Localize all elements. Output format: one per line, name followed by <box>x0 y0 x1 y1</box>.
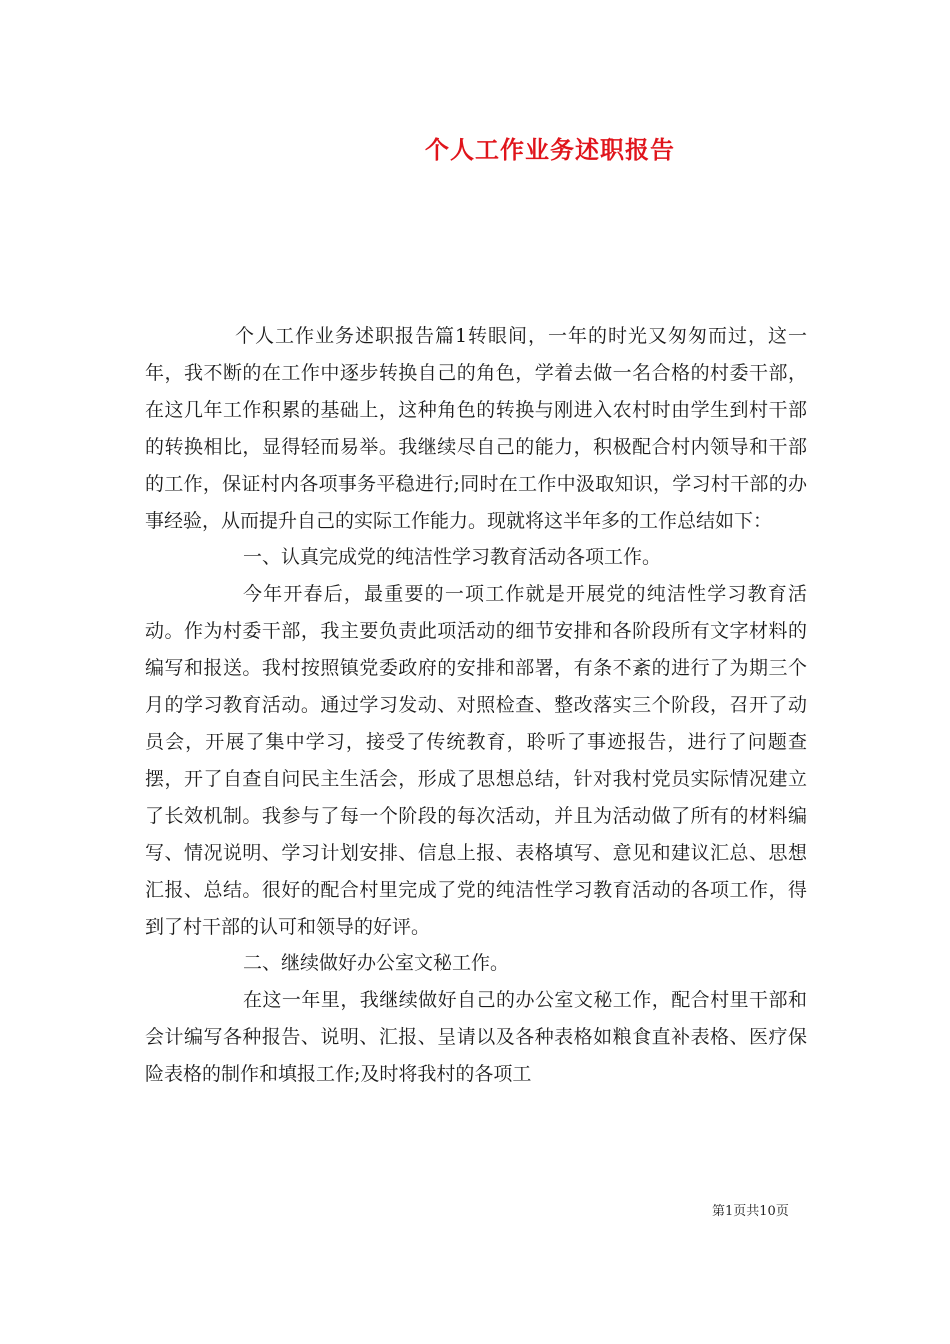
paragraph-section-2: 在这一年里，我继续做好自己的办公室文秘工作，配合村里干部和会计编写各种报告、说明、汇报、呈请以及各种表格如粮食直补表格、医疗保险表格的制作和填报工作;及时将我村的各项工 <box>145 989 807 1086</box>
document-body <box>145 318 807 1093</box>
paragraph-intro: 个人工作业务述职报告篇1转眼间，一年的时光又匆匆而过，这一年，我不断的在工作中逐步转换自己的角色，学着去做一名合格的村委干部，在这几年工作积累的基础上，这种角色的转换与刚进入农村时由学生到村干部的转换相比，显得轻而易举。我继续尽自己的能力，积极配合村内领导和干部的工作，保证村内各项事务平稳进行;同时在工作中汲取知识，学习村干部的办事经验，从而提升自己的实际工作能力。现就将这半年多的工作总结如下： <box>145 325 807 532</box>
section-heading-1: 一、认真完成党的纯洁性学习教育活动各项工作。 <box>243 546 662 569</box>
section-heading-2: 二、继续做好办公室文秘工作。 <box>243 952 510 975</box>
page-number-footer: 第1页共10页 <box>712 1204 789 1219</box>
paragraph-section-1: 今年开春后，最重要的一项工作就是开展党的纯洁性学习教育活动。作为村委干部，我主要负责此项活动的细节安排和各阶段所有文字材料的编写和报送。我村按照镇党委政府的安排和部署，有条不紊的进行了为期三个月的学习教育活动。通过学习发动、对照检查、整改落实三个阶段，召开了动员会，开展了集中学习，接受了传统教育，聆听了事迹报告，进行了问题查摆，开了自查自问民主生活会，形成了思想总结，针对我村党员实际情况建立了长效机制。我参与了每一个阶段的每次活动，并且为活动做了所有的材料编写、情况说明、学习计划安排、信息上报、表格填写、意见和建议汇总、思想汇报、总结。很好的配合村里完成了党的纯洁性学习教育活动的各项工作，得到了村干部的认可和领导的好评。 <box>145 583 807 938</box>
document-title: 个人工作业务述职报告 <box>425 135 675 164</box>
